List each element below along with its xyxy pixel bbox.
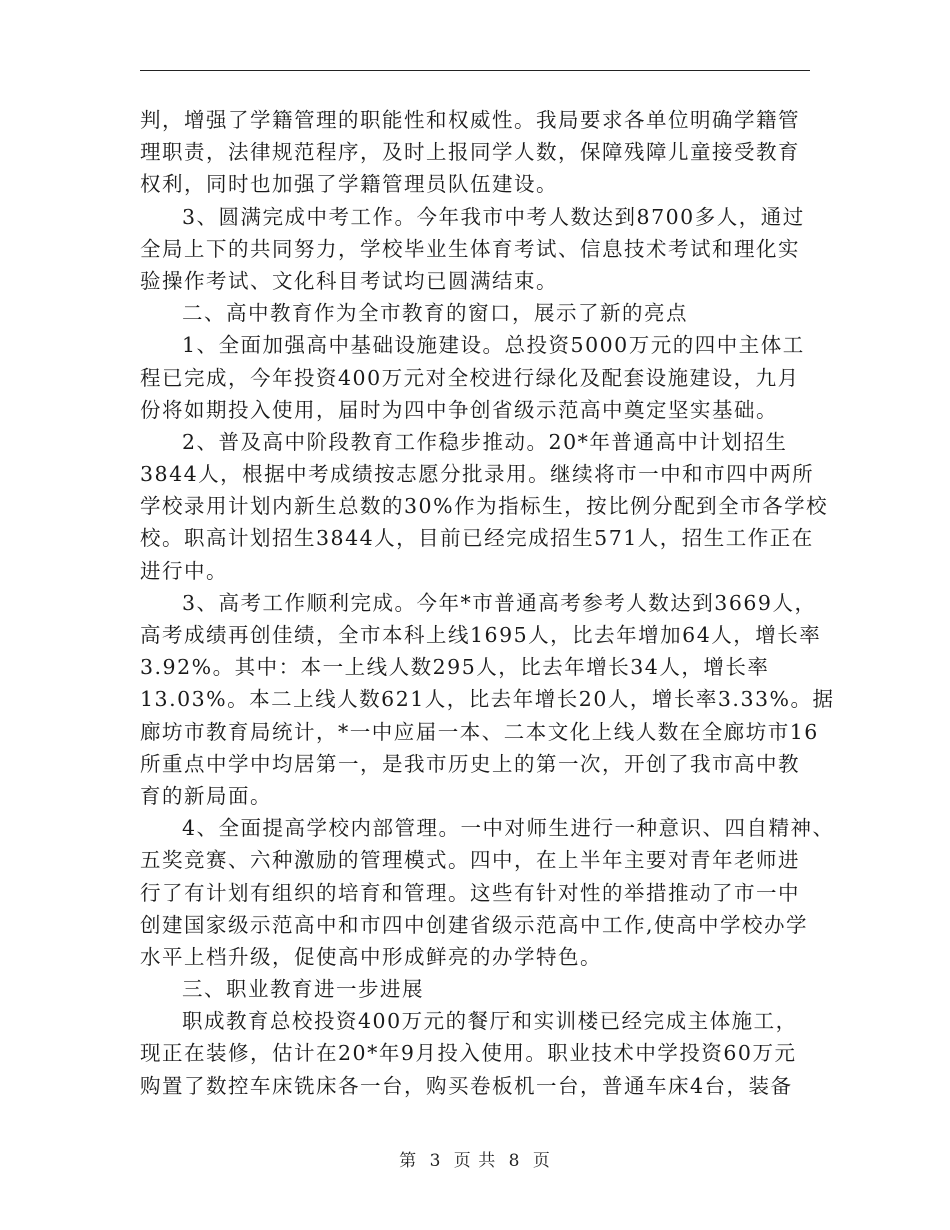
text-line: 3.92%。其中：本一上线人数295人，比去年增长34人，增长率 — [140, 655, 770, 680]
text-line: 行了有计划有组织的培育和管理。这些有针对性的举措推动了市一中 — [140, 880, 800, 905]
footer-page-total: 8 — [508, 1151, 521, 1171]
text-line: 水平上档升级，促使高中形成鲜亮的办学特色。 — [140, 944, 602, 969]
text-line: 权利，同时也加强了学籍管理员队伍建设。 — [140, 172, 558, 197]
text-line: 现正在装修，估计在20*年9月投入使用。职业技术中学投资60万元 — [140, 1041, 797, 1066]
header-rule — [140, 70, 810, 71]
text-line: 所重点中学中均居第一，是我市历史上的第一次，开创了我市高中教 — [140, 751, 800, 776]
text-line: 校。职高计划招生3844人，目前已经完成招生571人，招生工作正在 — [140, 526, 814, 551]
text-line: 职成教育总校投资400万元的餐厅和实训楼已经完成主体施工， — [182, 1009, 798, 1034]
footer-prefix: 第 — [399, 1151, 418, 1171]
text-line: 创建国家级示范高中和市四中创建省级示范高中工作,使高中学校办学 — [140, 912, 809, 937]
text-line: 3844人，根据中考成绩按志愿分批录用。继续将市一中和市四中两所 — [140, 462, 815, 487]
text-line: 购置了数控车床铣床各一台，购买卷板机一台，普通车床4台，装备 — [140, 1073, 793, 1098]
text-line: 13.03%。本二上线人数621人，比去年增长20人，增长率3.33%。据 — [140, 687, 835, 712]
text-line: 理职责，法律规范程序，及时上报同学人数，保障残障儿童接受教育 — [140, 140, 800, 165]
text-line: 二、高中教育作为全市教育的窗口，展示了新的亮点 — [182, 301, 688, 326]
text-line: 判，增强了学籍管理的职能性和权威性。我局要求各单位明确学籍管 — [140, 108, 800, 132]
footer-page-current: 3 — [429, 1151, 442, 1171]
text-line: 高考成绩再创佳绩，全市本科上线1695人，比去年增加64人，增长率 — [140, 623, 822, 647]
text-line: 份将如期投入使用，届时为四中争创省级示范高中奠定坚实基础。 — [140, 397, 778, 422]
text-line: 育的新局面。 — [140, 783, 272, 808]
text-line: 程已完成，今年投资400万元对全校进行绿化及配套设施建设，九月 — [140, 365, 800, 390]
footer-suffix: 页 — [532, 1151, 551, 1171]
text-line: 2、普及高中阶段教育工作稳步推动。20*年普通高中计划招生 — [182, 429, 788, 454]
page-footer — [0, 1146, 950, 1171]
text-line: 廊坊市教育局统计，*一中应届一本、二本文化上线人数在全廊坊市16 — [140, 719, 819, 744]
text-line: 学校录用计划内新生总数的30%作为指标生，按比例分配到全市各学校 — [140, 494, 829, 519]
text-line: 全局上下的共同努力，学校毕业生体育考试、信息技术考试和理化实 — [140, 236, 800, 261]
text-line: 进行中。 — [140, 558, 228, 583]
text-line: 3、圆满完成中考工作。今年我市中考人数达到8700多人，通过 — [182, 204, 805, 229]
document-body — [140, 104, 835, 1102]
text-line: 3、高考工作顺利完成。今年*市普通高考参考人数达到3669人， — [182, 590, 817, 615]
text-line: 验操作考试、文化科目考试均已圆满结束。 — [140, 268, 558, 293]
text-line: 1、全面加强高中基础设施建设。总投资5000万元的四中主体工 — [182, 333, 805, 358]
text-line: 4、全面提高学校内部管理。一中对师生进行一种意识、四自精神、 — [182, 816, 835, 841]
text-line: 五奖竞赛、六种激励的管理模式。四中，在上半年主要对青年老师进 — [140, 848, 800, 873]
text-line: 三、职业教育进一步进展 — [182, 977, 424, 1002]
footer-middle: 页 共 — [453, 1151, 497, 1171]
